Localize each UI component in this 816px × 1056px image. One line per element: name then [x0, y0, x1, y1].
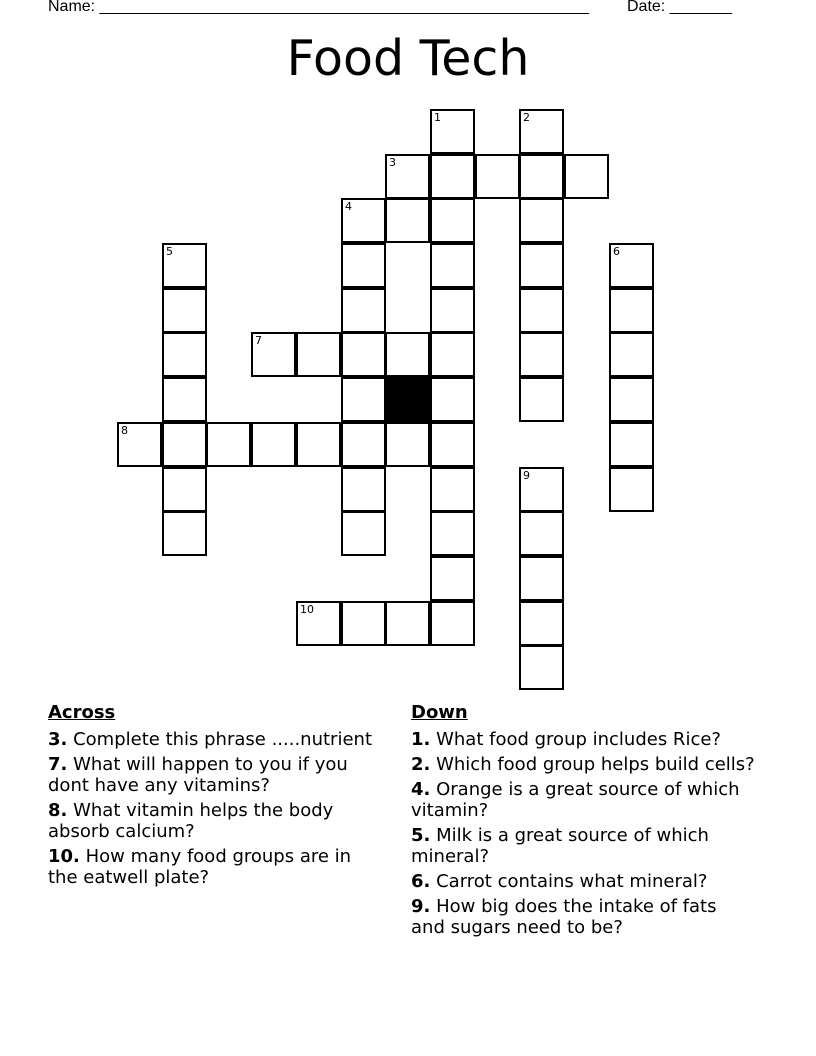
grid-cell-2[interactable] — [519, 109, 564, 154]
down-clue-4 — [411, 779, 756, 821]
clue-number-label: 10 — [300, 603, 314, 616]
grid-cell[interactable] — [430, 467, 475, 512]
grid-cell[interactable] — [430, 556, 475, 601]
grid-cell[interactable] — [162, 467, 207, 512]
grid-cell[interactable] — [296, 332, 341, 377]
down-clue-2 — [411, 754, 756, 775]
grid-cell[interactable] — [430, 288, 475, 333]
grid-cell[interactable] — [609, 422, 654, 467]
grid-cell-1[interactable] — [430, 109, 475, 154]
clue-text: Complete this phrase .....nutrient — [67, 729, 372, 750]
grid-cell[interactable] — [341, 332, 386, 377]
grid-cell[interactable] — [341, 377, 386, 422]
grid-cell[interactable] — [430, 377, 475, 422]
grid-cell[interactable] — [519, 511, 564, 556]
grid-cell[interactable] — [609, 467, 654, 512]
grid-cell[interactable] — [519, 288, 564, 333]
across-clue-10 — [48, 846, 378, 888]
grid-cell[interactable] — [341, 288, 386, 333]
grid-cell[interactable] — [385, 601, 430, 646]
grid-cell[interactable] — [162, 377, 207, 422]
grid-cell[interactable] — [519, 645, 564, 690]
grid-cell-9[interactable] — [519, 467, 564, 512]
grid-cell[interactable] — [430, 332, 475, 377]
clue-number-label: 5 — [166, 245, 173, 258]
grid-cell[interactable] — [519, 332, 564, 377]
down-clue-1 — [411, 729, 756, 750]
grid-cell[interactable] — [519, 601, 564, 646]
across-clues — [48, 702, 378, 892]
grid-cell[interactable] — [162, 288, 207, 333]
grid-cell[interactable] — [162, 511, 207, 556]
grid-cell[interactable] — [519, 556, 564, 601]
grid-cell-6[interactable] — [609, 243, 654, 288]
grid-cell[interactable] — [430, 243, 475, 288]
grid-cell[interactable] — [430, 511, 475, 556]
clue-text: How big does the intake of fats and sugars need to be? — [411, 896, 717, 938]
clue-number: 10. — [48, 846, 80, 867]
clue-text: What food group includes Rice? — [430, 729, 721, 750]
grid-cell[interactable] — [162, 332, 207, 377]
grid-cell[interactable] — [430, 198, 475, 243]
grid-cell[interactable] — [206, 422, 251, 467]
down-clue-6 — [411, 871, 756, 892]
grid-cell-7[interactable] — [251, 332, 296, 377]
across-clue-8 — [48, 800, 378, 842]
grid-cell[interactable] — [341, 422, 386, 467]
grid-cell-4[interactable] — [341, 198, 386, 243]
clue-number: 6. — [411, 871, 431, 892]
clue-number: 9. — [411, 896, 431, 917]
down-clue-5 — [411, 825, 756, 867]
across-clue-3 — [48, 729, 378, 750]
clue-text: Which food group helps build cells? — [430, 754, 755, 775]
grid-cell-3[interactable] — [385, 154, 430, 199]
clue-number: 8. — [48, 800, 68, 821]
page-title: Food Tech — [286, 30, 530, 87]
clue-text: Milk is a great source of which mineral? — [411, 825, 709, 867]
grid-cell[interactable] — [341, 467, 386, 512]
grid-cell[interactable] — [519, 198, 564, 243]
grid-cell[interactable] — [609, 377, 654, 422]
clue-number: 1. — [411, 729, 431, 750]
clue-number-label: 8 — [121, 424, 128, 437]
clue-number: 3. — [48, 729, 68, 750]
clue-number-label: 2 — [523, 111, 530, 124]
grid-cell[interactable] — [609, 332, 654, 377]
grid-cell[interactable] — [385, 332, 430, 377]
grid-cell-5[interactable] — [162, 243, 207, 288]
down-clue-9 — [411, 896, 756, 938]
grid-cell[interactable] — [341, 243, 386, 288]
grid-cell[interactable] — [385, 422, 430, 467]
clue-text: What vitamin helps the body absorb calcium? — [48, 800, 334, 842]
grid-cell[interactable] — [475, 154, 520, 199]
clue-text: What will happen to you if you dont have any vitamins? — [48, 754, 348, 796]
down-clues — [411, 702, 756, 942]
clue-number-label: 3 — [389, 156, 396, 169]
grid-cell[interactable] — [341, 601, 386, 646]
clue-text: How many food groups are in the eatwell plate? — [48, 846, 352, 888]
black-square — [385, 377, 430, 422]
grid-cell[interactable] — [430, 422, 475, 467]
clue-text: Orange is a great source of which vitamin? — [411, 779, 740, 821]
clue-number: 4. — [411, 779, 431, 800]
grid-cell[interactable] — [519, 243, 564, 288]
grid-cell[interactable] — [251, 422, 296, 467]
clue-number-label: 7 — [255, 334, 262, 347]
grid-cell[interactable] — [430, 601, 475, 646]
grid-cell-8[interactable] — [117, 422, 162, 467]
clue-number-label: 6 — [613, 245, 620, 258]
down-heading: Down — [411, 702, 468, 723]
clue-number-label: 4 — [345, 200, 352, 213]
grid-cell[interactable] — [519, 154, 564, 199]
grid-cell-10[interactable] — [296, 601, 341, 646]
clue-number: 5. — [411, 825, 431, 846]
across-clue-7 — [48, 754, 378, 796]
date-field: Date: _______ — [627, 0, 732, 15]
name-field: Name: _______________________________________________________ — [48, 0, 589, 15]
grid-cell[interactable] — [519, 377, 564, 422]
grid-cell[interactable] — [564, 154, 609, 199]
grid-cell[interactable] — [609, 288, 654, 333]
clue-number: 7. — [48, 754, 68, 775]
grid-cell[interactable] — [341, 511, 386, 556]
grid-cell[interactable] — [162, 422, 207, 467]
clue-number-label: 1 — [434, 111, 441, 124]
grid-cell[interactable] — [296, 422, 341, 467]
clue-number-label: 9 — [523, 469, 530, 482]
grid-cell[interactable] — [430, 154, 475, 199]
grid-cell[interactable] — [385, 198, 430, 243]
clue-number: 2. — [411, 754, 431, 775]
across-heading: Across — [48, 702, 116, 723]
clue-text: Carrot contains what mineral? — [430, 871, 708, 892]
